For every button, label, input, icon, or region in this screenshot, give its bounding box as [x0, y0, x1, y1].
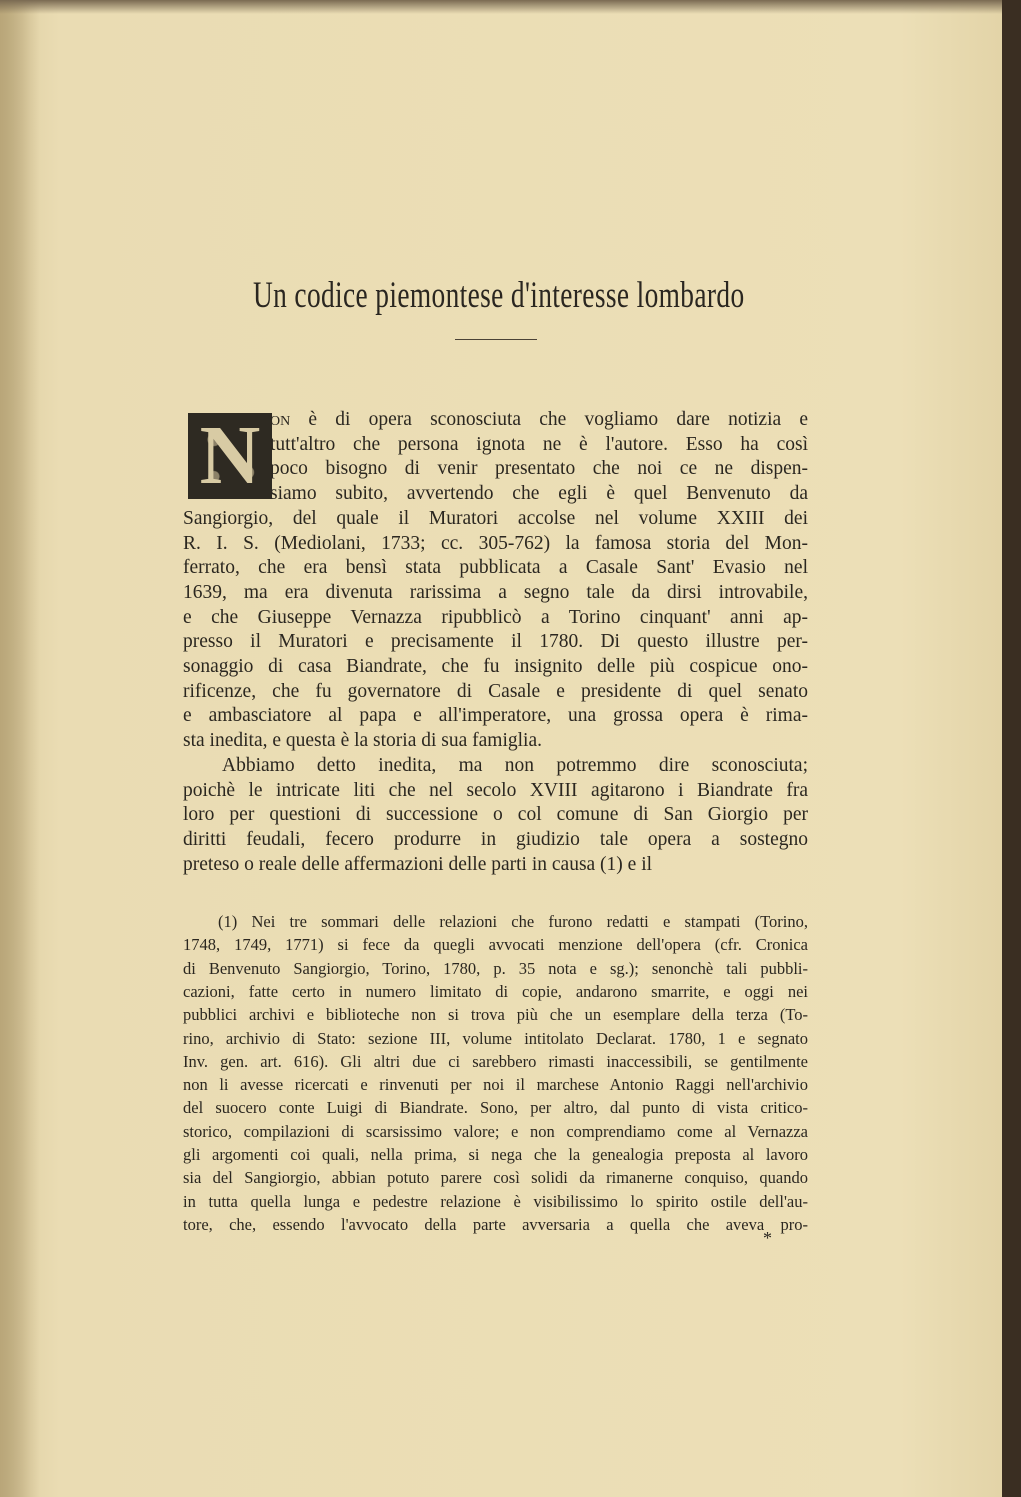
- body-line: [183, 532, 808, 556]
- footnote-line: in tutta quella lunga e pedestre relazione è visibilissimo lo spirito ostile dell'au-: [183, 1191, 808, 1211]
- body-line-text: preteso o reale delle affermazioni delle parti in causa (1) e il: [183, 853, 653, 875]
- footnote-line: cazioni, fatte certo in numero limitato di copie, andarono smarrite, e oggi nei: [183, 981, 808, 1001]
- body-line: [183, 704, 808, 728]
- body-line-text: loro per questioni di successione o col comune di San Giorgio per: [183, 804, 808, 826]
- body-line-text: è di opera sconosciuta che vogliamo dare notizia e: [290, 409, 808, 430]
- body-line: [183, 655, 808, 679]
- body-line-text: ferrato, che era bensì stata pubblicata a Casale Sant' Evasio nel: [183, 557, 808, 579]
- footnote-line: del suocero conte Luigi di Biandrate. Sono, per altro, dal punto di vista critico-: [183, 1098, 808, 1118]
- footnote-line: di Benvenuto Sangiorgio, Torino, 1780, p. 35 nota e sg.); senonchè tali pubbli-: [183, 958, 808, 978]
- footnote-line: 1748, 1749, 1771) si fece da quegli avvocati menzione dell'opera (cfr. Cronica: [183, 935, 808, 955]
- body-line-text: Sangiorgio, del quale il Muratori accolse nel volume XXIII dei: [183, 507, 808, 529]
- footnote-line: Inv. gen. art. 616). Gli altri due ci sarebbero rimasti inaccessibili, se gentilmente: [183, 1051, 808, 1071]
- body-line: [270, 482, 808, 506]
- footnote-line: non li avesse ricercati e rinvenuti per noi il marchese Antonio Raggi nell'archivio: [183, 1075, 808, 1095]
- body-line-text: e ambasciatore al papa e all'imperatore, una grossa opera è rima-: [183, 705, 808, 727]
- body-line-text: siamo subito, avvertendo che egli è quel Benvenuto da: [270, 483, 808, 505]
- footnote-line: storico, compilazioni di scarsissimo valore; e non comprendiamo come al Vernazza: [183, 1121, 808, 1141]
- page-top-shadow: [0, 0, 1002, 14]
- body-line-text: rificenze, che fu governatore di Casale e presidente di quel senato: [183, 680, 808, 702]
- article-title: Un codice piemontese d'interesse lombardo: [253, 275, 745, 316]
- signature-mark: *: [763, 1228, 772, 1248]
- decorated-initial-n: [188, 409, 272, 502]
- footnote-line: gli argomenti coi quali, nella prima, si nega che la genealogia preposta al lavoro: [183, 1145, 808, 1164]
- body-line: [270, 408, 808, 432]
- body-line-text: sonaggio di casa Biandrate, che fu insignito delle più cospicue ono-: [183, 656, 808, 677]
- body-line: [183, 630, 808, 654]
- body-line-text: Abbiamo detto inedita, ma non potremmo dire sconosciuta;: [222, 754, 808, 776]
- title-divider: [455, 339, 537, 340]
- body-line: [183, 828, 808, 852]
- body-line: [183, 606, 808, 630]
- body-line: [222, 754, 808, 778]
- body-line-text: R. I. S. (Mediolani, 1733; cc. 305-762) la famosa storia del Mon-: [183, 532, 808, 554]
- initial-letter: N: [199, 409, 261, 502]
- body-line: [183, 556, 808, 580]
- footnote-line: (1) Nei tre sommari delle relazioni che furono redatti e stampati (Torino,: [218, 912, 808, 931]
- body-line-text: tutt'altro che persona ignota ne è l'autore. Esso ha così: [270, 433, 808, 455]
- body-line: [183, 803, 808, 827]
- body-line: [270, 457, 808, 481]
- body-line-text: presso il Muratori e precisamente il 1780. Di questo illustre per-: [183, 631, 808, 653]
- body-line-text: e che Giuseppe Vernazza ripubblicò a Torino cinquant' anni ap-: [183, 606, 808, 628]
- body-line-text: 1639, ma era divenuta rarissima a segno tale da dirsi introvabile,: [183, 581, 808, 603]
- footnote-line: tore, che, essendo l'avvocato della parte avversaria a quella che aveva pro-: [183, 1214, 808, 1234]
- body-line: [270, 433, 808, 457]
- body-line: [183, 779, 808, 803]
- first-word-small-caps: on: [270, 409, 291, 430]
- body-line-text: diritti feudali, fecero produrre in giudizio tale opera a sostegno: [183, 828, 808, 850]
- footnote-line: sia del Sangiorgio, abbian potuto parere così solidi da rimanerne conquiso, quando: [183, 1168, 808, 1188]
- footnote-line: rino, archivio di Stato: sezione III, volume intitolato Declarat. 1780, 1 e segnato: [183, 1028, 808, 1048]
- body-line-text: sta inedita, e questa è la storia di sua famiglia.: [183, 730, 543, 752]
- body-line: [183, 729, 808, 753]
- body-line: [183, 853, 808, 877]
- body-line: [183, 581, 808, 605]
- footnote-line: pubblici archivi e biblioteche non si trova più che un esemplare della terza (To-: [183, 1005, 808, 1025]
- body-line-text: poichè le intricate liti che nel secolo XVIII agitarono i Biandrate fra: [183, 779, 808, 801]
- body-line: [183, 680, 808, 704]
- body-line: [183, 507, 808, 531]
- page-gutter-shadow: [0, 0, 40, 1497]
- body-line-text: poco bisogno di venir presentato che noi ce ne dispen-: [270, 458, 808, 480]
